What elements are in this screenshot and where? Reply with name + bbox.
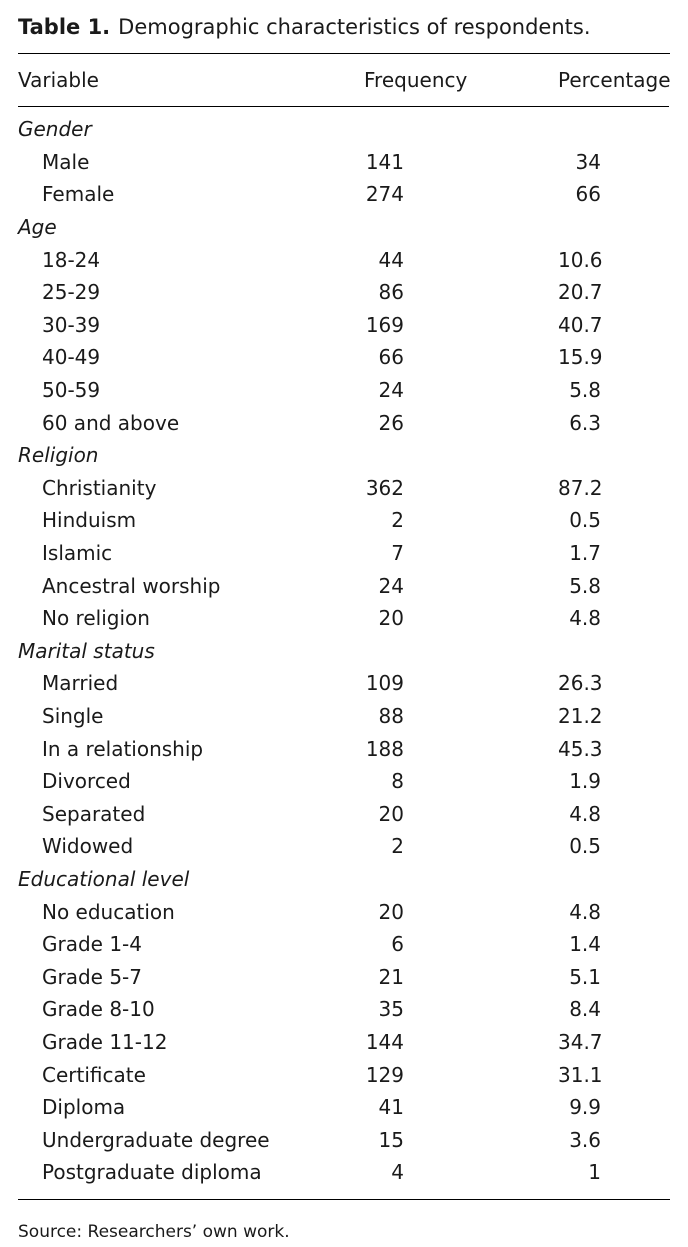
row-frequency: 169 (365, 312, 404, 337)
row-percentage: 1.4 (569, 932, 601, 957)
table-row (18, 1058, 669, 1091)
row-label: Grade 11-12 (42, 1029, 168, 1054)
row-percentage: 15.9 (558, 345, 603, 370)
row-label: Ancestral worship (42, 573, 221, 598)
row-percentage: 1.9 (569, 769, 601, 794)
row-percentage: 45.3 (558, 736, 603, 761)
table-row (18, 276, 669, 309)
row-label: Male (42, 149, 90, 174)
table-row (18, 797, 669, 830)
table-row (18, 1156, 669, 1189)
row-frequency: 144 (365, 1029, 404, 1054)
table-row (18, 341, 669, 374)
header-variable: Variable (18, 68, 99, 92)
row-frequency: 20 (378, 801, 404, 826)
header-frequency: Frequency (364, 68, 468, 92)
row-label: Grade 8-10 (42, 997, 155, 1022)
row-percentage: 0.5 (569, 508, 601, 533)
row-percentage: 5.1 (569, 964, 601, 989)
table-header-row (18, 54, 669, 107)
row-frequency: 20 (378, 899, 404, 924)
group-heading: Educational level (18, 866, 190, 891)
row-frequency: 274 (365, 182, 404, 207)
row-percentage: 34.7 (558, 1029, 603, 1054)
row-frequency: 7 (391, 541, 404, 566)
row-label: No religion (42, 606, 150, 631)
table-row (18, 993, 669, 1026)
table-body (18, 107, 669, 1189)
row-frequency: 4 (391, 1160, 404, 1185)
row-percentage: 20.7 (558, 280, 603, 305)
row-percentage: 34 (575, 149, 601, 174)
row-frequency: 141 (365, 149, 404, 174)
row-label: Widowed (42, 834, 134, 859)
table-row (18, 243, 669, 276)
row-label: Married (42, 671, 119, 696)
table-group-row (18, 635, 669, 668)
row-frequency: 24 (378, 573, 404, 598)
table-row (18, 472, 669, 505)
row-percentage: 3.6 (569, 1127, 601, 1152)
row-percentage: 8.4 (569, 997, 601, 1022)
table-row (18, 602, 669, 635)
row-label: Single (42, 703, 104, 728)
row-label: Certificate (42, 1062, 146, 1087)
row-label: Diploma (42, 1095, 126, 1120)
row-frequency: 35 (378, 997, 404, 1022)
row-label: Christianity (42, 475, 157, 500)
row-percentage: 10.6 (558, 247, 603, 272)
table-row (18, 765, 669, 798)
row-percentage: 5.8 (569, 573, 601, 598)
row-label: Grade 1-4 (42, 932, 142, 957)
row-frequency: 88 (378, 703, 404, 728)
row-frequency: 8 (391, 769, 404, 794)
row-frequency: 362 (365, 475, 404, 500)
row-percentage: 26.3 (558, 671, 603, 696)
row-frequency: 20 (378, 606, 404, 631)
row-frequency: 2 (391, 834, 404, 859)
row-label: No education (42, 899, 175, 924)
table-caption-text: Demographic characteristics of respondents. (118, 15, 591, 39)
table-group-row (18, 211, 669, 244)
row-frequency: 86 (378, 280, 404, 305)
group-heading: Marital status (18, 638, 155, 663)
row-percentage: 6.3 (569, 410, 601, 435)
table-row (18, 146, 669, 179)
row-frequency: 26 (378, 410, 404, 435)
row-label: In a relationship (42, 736, 204, 761)
row-label: 18-24 (42, 247, 101, 272)
row-label: Postgraduate diploma (42, 1160, 262, 1185)
row-percentage: 9.9 (569, 1095, 601, 1120)
row-percentage: 66 (575, 182, 601, 207)
row-percentage: 4.8 (569, 899, 601, 924)
row-frequency: 44 (378, 247, 404, 272)
table-row (18, 667, 669, 700)
row-label: Islamic (42, 541, 113, 566)
row-frequency: 24 (378, 378, 404, 403)
row-label: 60 and above (42, 410, 180, 435)
table-row (18, 504, 669, 537)
row-percentage: 31.1 (558, 1062, 603, 1087)
row-percentage: 1.7 (569, 541, 601, 566)
row-frequency: 66 (378, 345, 404, 370)
table-row (18, 830, 669, 863)
table-row (18, 1091, 669, 1124)
table-row (18, 732, 669, 765)
table-bottom-rule (18, 1199, 670, 1200)
table-row (18, 1026, 669, 1059)
table-row (18, 406, 669, 439)
table-row (18, 928, 669, 961)
row-label: 40-49 (42, 345, 101, 370)
row-frequency: 21 (378, 964, 404, 989)
row-frequency: 6 (391, 932, 404, 957)
row-label: 50-59 (42, 378, 101, 403)
table-row (18, 895, 669, 928)
row-percentage: 1 (588, 1160, 601, 1185)
table-caption (18, 14, 670, 40)
row-percentage: 40.7 (558, 312, 603, 337)
row-frequency: 2 (391, 508, 404, 533)
row-label: 25-29 (42, 280, 101, 305)
row-label: 30-39 (42, 312, 101, 337)
table-row (18, 960, 669, 993)
row-percentage: 4.8 (569, 801, 601, 826)
table-row (18, 700, 669, 733)
table-group-row (18, 863, 669, 896)
demographics-table (18, 54, 669, 1189)
row-frequency: 188 (365, 736, 404, 761)
table-group-row (18, 439, 669, 472)
table-row (18, 537, 669, 570)
table-group-row (18, 107, 669, 146)
row-label: Divorced (42, 769, 131, 794)
row-label: Separated (42, 801, 146, 826)
group-heading: Gender (18, 117, 92, 142)
row-frequency: 109 (365, 671, 404, 696)
row-percentage: 21.2 (558, 703, 603, 728)
row-label: Female (42, 182, 115, 207)
table-row (18, 1123, 669, 1156)
row-frequency: 129 (365, 1062, 404, 1087)
row-percentage: 5.8 (569, 378, 601, 403)
group-heading: Age (18, 215, 57, 240)
table-source-note: Source: Researchers’ own work. (18, 1221, 290, 1242)
table-header (18, 54, 669, 107)
row-frequency: 15 (378, 1127, 404, 1152)
row-percentage: 87.2 (558, 475, 603, 500)
table-row (18, 178, 669, 211)
table-caption-label: Table 1. (18, 15, 111, 39)
row-label: Hinduism (42, 508, 137, 533)
table-row (18, 309, 669, 342)
group-heading: Religion (18, 443, 99, 468)
table-row (18, 569, 669, 602)
table-row (18, 374, 669, 407)
row-label: Undergraduate degree (42, 1127, 270, 1152)
row-percentage: 4.8 (569, 606, 601, 631)
row-frequency: 41 (378, 1095, 404, 1120)
header-percentage: Percentage (558, 68, 671, 92)
row-percentage: 0.5 (569, 834, 601, 859)
row-label: Grade 5-7 (42, 964, 142, 989)
